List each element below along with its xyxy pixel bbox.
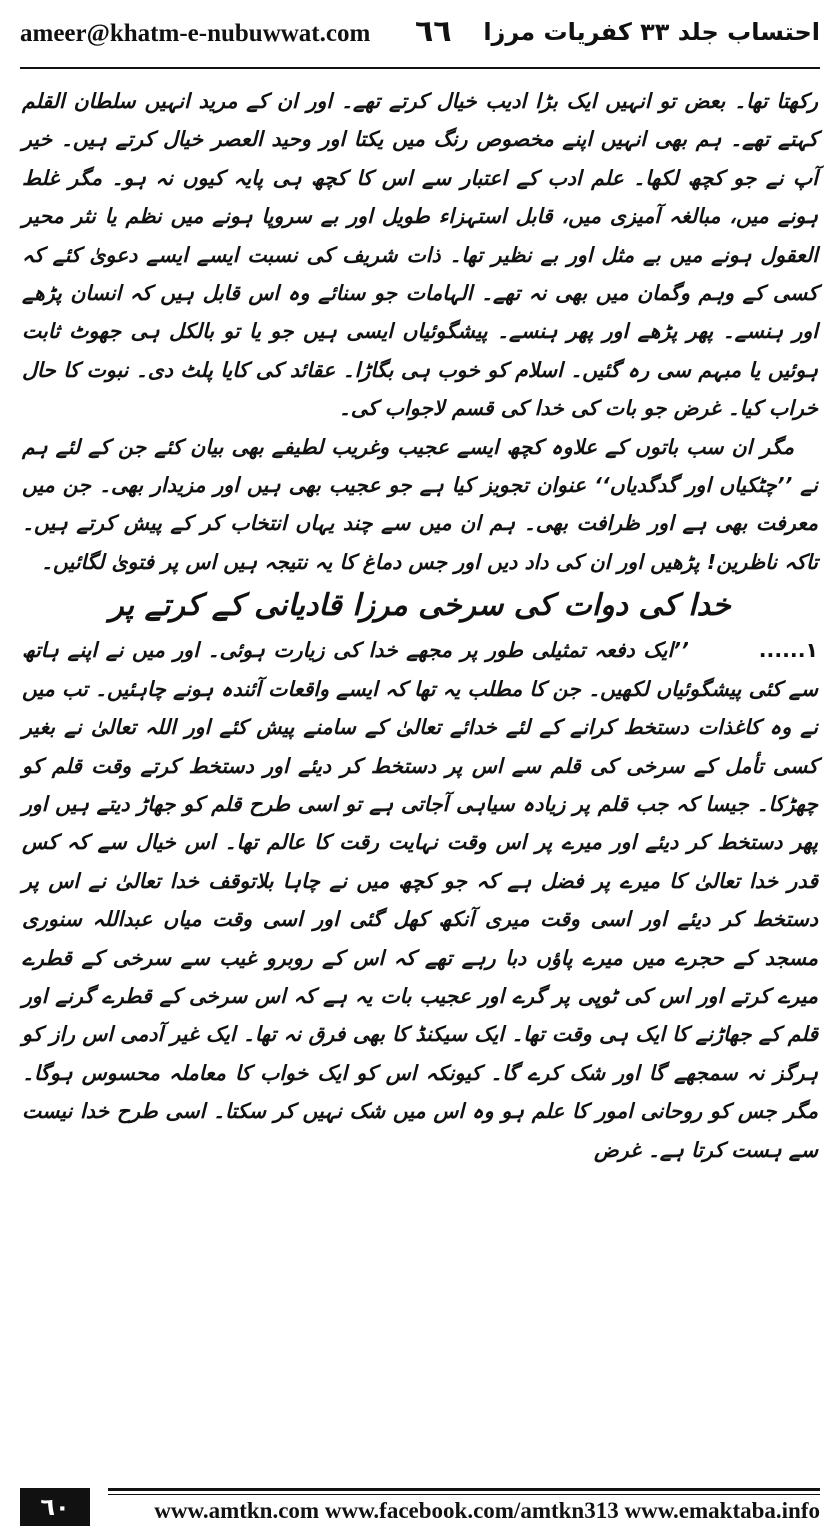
header-book-title: احتساب جلد ۳۳ کفریات مرزا	[483, 18, 820, 46]
section-heading: خدا کی دوات کی سرخی مرزا قادیانی کے کرتے پر	[109, 588, 731, 624]
page-header	[20, 14, 820, 64]
page-footer	[20, 1484, 820, 1528]
header-email: ameer@khatm-e-nubuwwat.com	[20, 20, 371, 47]
footer-websites: www.amtkn.com www.facebook.com/amtkn313 www.emaktaba.info	[154, 1498, 820, 1523]
paragraph-jokes: مگر ان سب باتوں کے علاوہ کچھ ایسے عجیب وغریب لطیفے بھی بیان کئے جن کے لئے ہم نے ’’چٹکیاں اور گدگدیاں‘‘ عنوان تجویز کیا ہے جو عجیب بھی ہیں اور مزیدار بھی۔ جن میں معرفت بھی ہے اور ظرافت بھی۔ ہم ان میں سے چند یہاں انتخاب کر کے پیش کرتے ہیں۔ تاکہ ناظرین! پڑھیں اور ان کی داد دیں اور جس دماغ کا یہ نتیجہ ہیں اس پر فتویٰ لگائیں۔	[22, 434, 818, 574]
footer-folio: ٦٠	[20, 1488, 90, 1526]
header-divider	[20, 67, 820, 69]
quote-number: ۱......	[758, 638, 818, 663]
footer-rule-thin	[108, 1494, 820, 1495]
header-page-number: ٦٦	[415, 14, 452, 49]
page-body	[22, 82, 818, 1169]
paragraph-intro: رکھتا تھا۔ بعض تو انہیں ایک بڑا ادیب خیال کرتے تھے۔ اور ان کے مرید انہیں سلطان القلم کہتے تھے۔ ہم بھی انہیں اپنے مخصوص رنگ میں یکتا اور وحید العصر خیال کرتے ہیں۔ خیر آپ نے جو کچھ لکھا۔ علم ادب کے اعتبار سے اس کا کچھ ہی پایہ کیوں نہ ہو۔ مگر غلط ہونے میں، مبالغہ آمیزی میں، قابل استہزاء طویل اور بے سروپا ہونے میں نظم یا نثر محیر العقول ہونے میں بے مثل اور بے نظیر تھا۔ ذات شریف کی نسبت ایسے ایسے دعویٰ کئے کہ کسی کے وہم وگمان میں بھی نہ تھے۔ الہامات جو سنائے وہ اس قابل ہیں کہ انسان پڑھے اور ہنسے۔ پھر پڑھے اور پھر ہنسے۔ پیشگوئیاں ایسی ہیں جو یا تو بالکل ہی جھوٹ ثابت ہوئیں یا مبہم سی رہ گئیں۔ اسلام کو خوب ہی بگاڑا۔ عقائد کی کایا پلٹ دی۔ نبوت کا حال خراب کیا۔ غرض جو بات کی خدا کی قسم لاجواب کی۔	[22, 89, 818, 421]
quote-text: ’’ایک دفعہ تمثیلی طور پر مجھے خدا کی زیارت ہوئی۔ اور میں نے اپنے ہاتھ سے کئی پیشگوئیاں لکھیں۔ جن کا مطلب یہ تھا کہ ایسے واقعات آئندہ ہونے چاہئیں۔ تب میں نے وہ کاغذات دستخط کرانے کے لئے خدائے تعالیٰ کے سامنے پیش کئے اور اللہ تعالیٰ نے بغیر کسی تأمل کے سرخی کی قلم سے اس پر دستخط کر دیئے اور دستخط کرتے وقت قلم کو چھڑکا۔ جیسا کہ جب قلم پر زیادہ سیاہی آجاتی ہے تو اسی طرح قلم کو جھاڑ دیتے ہیں اور پھر دستخط کر دیئے اور میرے پر اس وقت نہایت رقت کا عالم تھا۔ اس خیال سے کہ کس قدر خدا تعالیٰ کا میرے پر فضل ہے کہ جو کچھ میں نے چاہا بلاتوقف خدا تعالیٰ نے اس پر دستخط کر دیئے اور اسی وقت میری آنکھ کھل گئی اور اسی وقت میاں عبداللہ سنوری مسجد کے حجرے میں میرے پاؤں دبا رہے تھے کہ اس کے روبرو غیب سے سرخی کے قطرے میرے کرتے اور اس کی ٹوپی پر گرے اور عجیب بات یہ ہے کہ اس سرخی کے قطرے گرنے اور قلم کے جھاڑنے کا ایک ہی وقت تھا۔ ایک سیکنڈ کا بھی فرق نہ تھا۔ ایک غیر آدمی اس راز کو ہرگز نہ سمجھے گا اور شک کرے گا۔ کیونکہ اس کو ایک خواب کا معاملہ محسوس ہوگا۔ مگر جس کو روحانی امور کا علم ہو وہ اس میں شک نہیں کر سکتا۔ اسی طرح خدا نیست سے ہست کرتا ہے۔ غرض	[22, 638, 818, 1162]
quote-paragraph	[22, 631, 818, 1169]
footer-rule-thick	[108, 1488, 820, 1491]
